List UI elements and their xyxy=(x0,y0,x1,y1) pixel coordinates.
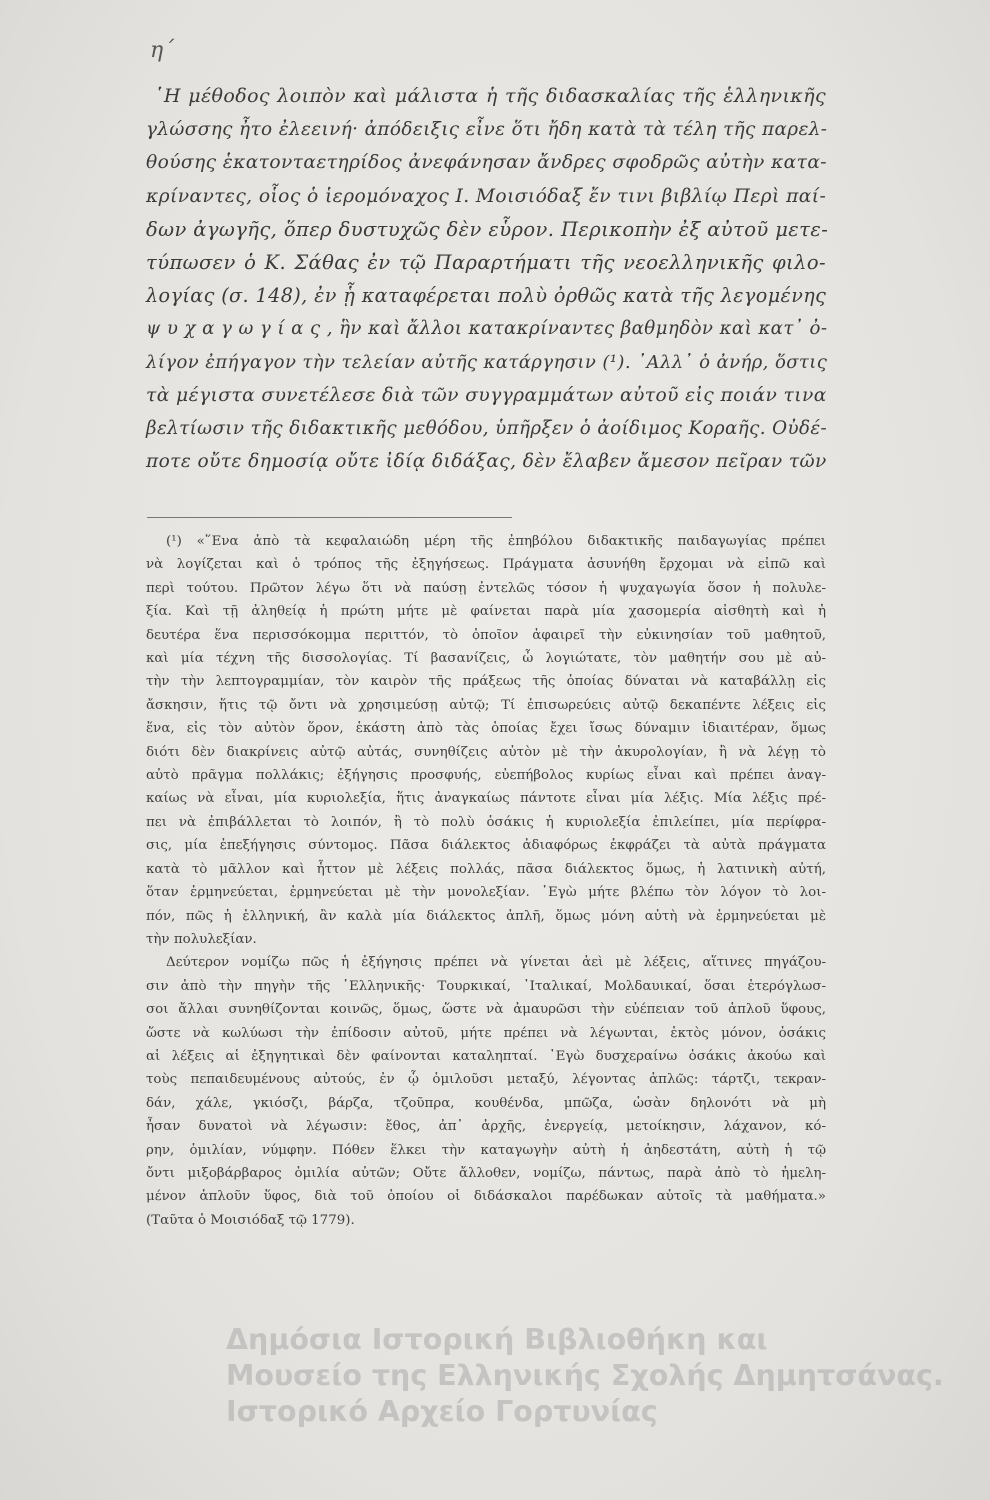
main-text-line: λογίας (σ. 148), ἐν ᾗ καταφέρεται πολὺ ὀρθῶς κατὰ τῆς λεγομένης xyxy=(146,284,827,308)
library-watermark xyxy=(226,1322,966,1430)
footnote-line: ὥστε νὰ κωλύωσι τὴν ἐπίδοσιν αὐτοῦ, μήτε πρέπει νὰ λέγωνται, ἐκτὸς μόνον, ὁσάκις xyxy=(146,1025,826,1041)
footnote-line: (Ταῦτα ὁ Μοισιόδαξ τῷ 1779). xyxy=(146,1212,355,1228)
footnote-line: καίως νὰ εἶναι, μία κυριολεξία, ἥτις ἀναγκαίως πάντοτε εἶναι μία λέξις. Μία λέξις πρέ- xyxy=(146,791,826,807)
footnote-line: περὶ τούτου. Πρῶτον λέγω ὅτι νὰ παύσῃ ἐντελῶς τόσον ἡ ψυχαγωγία ὅσον ἡ πολυλε- xyxy=(146,580,826,596)
footnote-line: σοι ἄλλαι συνηθίζονται κοινῶς, ὅμως, ὥστε νὰ ἀμαυρῶσι τὴν εὐέπειαν τοῦ ἁπλοῦ ὕφους, xyxy=(146,1002,826,1018)
footnote-line: δάν, χάλε, γκιόσζι, βάρζα, τζοῦπρα, κουθένδα, μπῶζα, ὡσὰν δηλονότι νὰ μὴ xyxy=(146,1095,826,1111)
footnote-line: Δεύτερον νομίζω πῶς ἡ ἐξήγησις πρέπει νὰ γίνεται ἀεὶ μὲ λέξεις, αἵτινες πηγάζου- xyxy=(166,955,826,971)
footnote-line: σις, μία ἐπεξήγησις σύντομος. Πᾶσα διάλεκτος ἀδιαφόρως ἐκφράζει τὰ αὐτὰ πράγματα xyxy=(146,838,826,854)
footnote-line: (¹) «῞Ενα ἀπὸ τὰ κεφαλαιώδη μέρη τῆς ἐπηβόλου διδακτικῆς παιδαγωγίας πρέπει xyxy=(166,534,826,549)
footnote-line: αὐτὸ πρᾶγμα πολλάκις; ἐξήγησις προσφυής, εὐεπήβολος κυρίως εἶναι καὶ πρέπει ἀναγ- xyxy=(146,768,826,784)
footnote-line: πόν, πῶς ἡ ἑλληνική, ἂν καλὰ μία διάλεκτος ἁπλῆ, ὅμως μόνη αὐτὴ νὰ ἑρμηνεύεται μὲ xyxy=(146,908,826,924)
footnote-line: τοὺς πεπαιδευμένους αὐτούς, ἐν ᾧ ὁμιλοῦσι μεταξύ, λέγοντας ἁπλῶς: τάρτζι, τεκραν- xyxy=(146,1072,826,1088)
main-text-line: βελτίωσιν τῆς διδακτικῆς μεθόδου, ὑπῆρξεν ὁ ἀοίδιμος Κοραῆς. Οὐδέ- xyxy=(146,418,828,440)
footnote-line: καὶ μία τέχνη τῆς δισσολογίας. Τί βασανίζεις, ὦ λογιώτατε, τὸν μαθητήν σου μὲ αὐ- xyxy=(146,651,826,667)
footnote-line: διότι δὲν διακρίνεις αὐτῷ αὐτάς, συνηθίζεις αὐτὸν μὲ τὴν ἀκυρολογίαν, ἢ νὰ λέγῃ τὸ xyxy=(146,744,826,760)
footnote xyxy=(146,530,826,1232)
main-text xyxy=(146,80,829,478)
footnote-line: ξία. Καὶ τῇ ἀληθείᾳ ἡ πρώτη μήτε μὲ φαίνεται παρὰ μία χασομερία αἰσθητὴ καὶ ἡ xyxy=(146,604,826,620)
main-text-line: ψ υ χ α γ ω γ ί α ς , ἣν καὶ ἄλλοι κατακρίναντες βαθμηδὸν καὶ κατ᾽ ὀ- xyxy=(146,318,828,340)
main-text-line: γλώσσης ἦτο ἐλεεινή· ἀπόδειξις εἶνε ὅτι ἤδη κατὰ τὰ τέλη τῆς παρελ- xyxy=(146,119,828,141)
watermark-line: Μουσείο της Ελληνικής Σχολής Δημητσάνας. xyxy=(226,1359,944,1392)
page-number: η΄ xyxy=(150,38,175,63)
main-text-line: τὰ μέγιστα συνετέλεσε διὰ τῶν συγγραμμάτων αὐτοῦ εἰς ποιάν τινα xyxy=(146,384,827,406)
main-text-line: θούσης ἑκατονταετηρίδος ἀνεφάνησαν ἄνδρες σφοδρῶς αὐτὴν κατα- xyxy=(146,152,827,174)
footnote-line: ἄσκησιν, ἥτις τῷ ὄντι νὰ χρησιμεύσῃ αὐτῷ; Τί ἐπισωρεύεις αὐτῷ δεκαπέντε λέξεις εἰς xyxy=(146,697,826,713)
main-text-line: ποτε οὔτε δημοσίᾳ οὔτε ἰδίᾳ διδάξας, δὲν ἔλαβεν ἄμεσον πεῖραν τῶν xyxy=(146,451,827,473)
footnote-line: ρην, ὁμιλίαν, νύμφην. Πόθεν ἕλκει τὴν καταγωγὴν αὐτὴ ἡ ἀηδεστάτη, αὐτὴ ἡ τῷ xyxy=(146,1142,826,1158)
watermark-line: Ιστορικό Αρχείο Γορτυνίας xyxy=(226,1395,658,1428)
footnote-line: δευτέρα ἕνα περισσόκομμα περιττόν, τὸ ὁποῖον ἀφαιρεῖ τὴν εὐκινησίαν τοῦ μαθητοῦ, xyxy=(146,627,826,643)
main-text-line: κρίναντες, οἷος ὁ ἱερομόναχος Ι. Μοισιόδαξ ἔν τινι βιβλίῳ Περὶ παί- xyxy=(146,185,827,207)
footnote-line: ἕνα, εἰς τὸν αὐτὸν ὅρον, ἑκάστη ἀπὸ τὰς ὁποίας ἔχει ἴσως δύναμιν ἰδιαιτέραν, ὅμως xyxy=(146,721,826,737)
footnote-line: πει νὰ ἐπιβάλλεται τὸ λοιπόν, ἢ τὸ πολὺ ὁσάκις ἡ κυριολεξία ἐπιλείπει, μία περίφρα- xyxy=(146,814,826,830)
footnote-divider xyxy=(147,517,512,518)
footnote-line: ὄντι μιξοβάρβαρος ὁμιλία αὐτῶν; Οὔτε ἄλλοθεν, νομίζω, πάντως, παρὰ ἀπὸ τὸ ἠμελη- xyxy=(146,1165,826,1181)
footnote-line: νὰ λογίζεται καὶ ὁ τρόπος τῆς ἐξηγήσεως. Πράγματα ἀσυνήθη ἔρχομαι νὰ εἰπῶ καὶ xyxy=(146,557,826,573)
main-text-line: ῾Η μέθοδος λοιπὸν καὶ μάλιστα ἡ τῆς διδασκαλίας τῆς ἑλληνικῆς xyxy=(154,85,826,107)
footnote-line: μένον ἁπλοῦν ὕφος, διὰ τοῦ ὁποίου οἱ διδάσκαλοι παρέδωκαν αὐτοῖς τὰ μαθήματα.» xyxy=(146,1189,826,1205)
main-text-line: λίγον ἐπήγαγον τὴν τελείαν αὐτῆς κατάργησιν (¹). ᾽Αλλ᾽ ὁ ἀνήρ, ὅστις xyxy=(146,351,828,373)
footnote-line: σιν ἀπὸ τὴν πηγὴν τῆς ῾Ελληνικῆς· Τουρκικαί, ᾽Ιταλικαί, Μολδαυικαί, ὅσαι ἑτερόγλωσ- xyxy=(146,978,826,994)
footnote-line: τὴν πολυλεξίαν. xyxy=(146,931,257,947)
main-text-line: δων ἀγωγῆς, ὅπερ δυστυχῶς δὲν εὗρον. Περικοπὴν ἐξ αὐτοῦ μετε- xyxy=(146,217,829,241)
footnote-line: κατὰ τὸ μᾶλλον καὶ ἧττον μὲ λέξεις πολλάς, πᾶσα διάλεκτος ὅμως, ἡ λατινικὴ αὐτή, xyxy=(146,861,826,877)
watermark-line: Δημόσια Ιστορική Βιβλιοθήκη και xyxy=(226,1323,768,1356)
footnote-line: ὅταν ἑρμηνεύεται, ἑρμηνεύεται μὲ τὴν μονολεξίαν. ᾽Εγὼ μήτε βλέπω τὸν λόγον τὸ λοι- xyxy=(146,885,826,901)
footnote-line: ἦσαν δυνατοὶ νὰ λέγωσιν: ἔθος, ἀπ᾽ ἀρχῆς, ἐνεργείᾳ, μετοίκησιν, λάχανον, κό- xyxy=(146,1119,826,1135)
footnote-line: τὴν τὴν λεπτογραμμίαν, τὸν καιρὸν τῆς πράξεως τῆς ὁποίας δύναται νὰ καταβάλλῃ εἰς xyxy=(146,674,826,690)
footnote-line: αἱ λέξεις αἱ ἐξηγητικαὶ δὲν φαίνονται καταληπταί. ᾽Εγὼ δυσχεραίνω ὁσάκις ἀκούω καὶ xyxy=(146,1048,826,1064)
main-text-line: τύπωσεν ὁ Κ. Σάθας ἐν τῷ Παραρτήματι τῆς νεοελληνικῆς φιλο- xyxy=(146,251,826,275)
